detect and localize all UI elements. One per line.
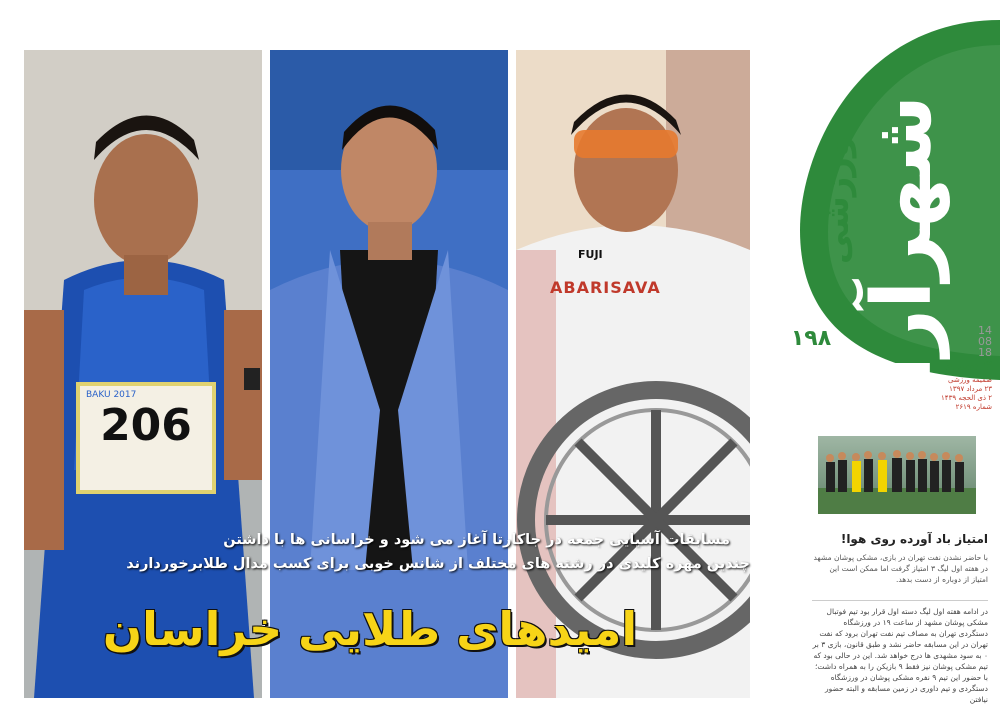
sidebar-divider <box>812 600 988 601</box>
hero-subtitle-1: مسابقات آسیایی جمعه در جاکارتا آغاز می شود و خراسانی ها با داشتن <box>223 532 730 548</box>
sidebar-photo <box>818 436 976 514</box>
jersey-text: ABARISAVA <box>550 278 661 297</box>
logo-text: شهرآرا <box>855 95 950 385</box>
hero-subtitle-2: چندین مهره کلیدی در رشته های مختلف از شانس خوبی برای کسب مدال طلابرخوردارند <box>126 556 750 572</box>
jersey-brand-fuji: FUJI <box>578 248 603 261</box>
athlete-photo-runner <box>24 50 262 698</box>
bib-number: 206 <box>100 400 192 451</box>
issue-day: ۳ شنبه <box>944 358 992 374</box>
athlete-photo-cyclist <box>516 50 750 698</box>
date-line: ۲۳ مرداد ۱۳۹۷ <box>949 385 992 393</box>
date-line: ضمیمه ورزشی <box>948 376 992 384</box>
athlete-photo-judoka <box>270 50 508 698</box>
hero-title: امیدهای طلایی خراسان <box>102 602 638 656</box>
date-line: ۲ ذی الحجه ۱۴۳۹ <box>941 394 992 402</box>
issue-date-list <box>900 376 992 412</box>
issue-number: ۱۹۸ <box>790 326 832 351</box>
issue-date-latin: 14 08 18 <box>978 324 992 359</box>
logo-sub-text: ورزشی <box>817 135 857 265</box>
date-line: شماره ۲۶۱۹ <box>955 403 992 411</box>
sidebar-body: در ادامه هفته اول لیگ دسته اول قرار بود تیم فوتبال مشکی پوشان مشهد از ساعت ۱۹ در ورزشگاه دستگردی تهران به مصاف تیم نفت تهران برود که نفت تهران در این مسابقه حاضر نشد و طبق قانون، بازی ۳ بر ۰ به سود مشهدی ها درج خواهد شد. این در حالی بود که تیم مشکی پوشان نیز فقط ۹ بازیکن را به همراه داشت؛ با حضور این تیم ۹ نفره مشکی پوشان در ورزشگاه دستگردی و تیم داوری در زمین مسابقه و البته حضور نیافتن <box>812 607 988 704</box>
bib-event: BAKU 2017 <box>86 390 137 400</box>
sidebar-headline: امتیاز باد آورده روی هوا! <box>840 532 988 546</box>
sidebar-intro: با حاضر نشدن نفت تهران در بازی، مشکی پوشان مشهد در هفته اول لیگ ۳ امتیاز گرفت اما ممکن است این امتیاز از دوباره از دست بدهد. <box>813 553 988 584</box>
race-bib <box>76 382 216 494</box>
